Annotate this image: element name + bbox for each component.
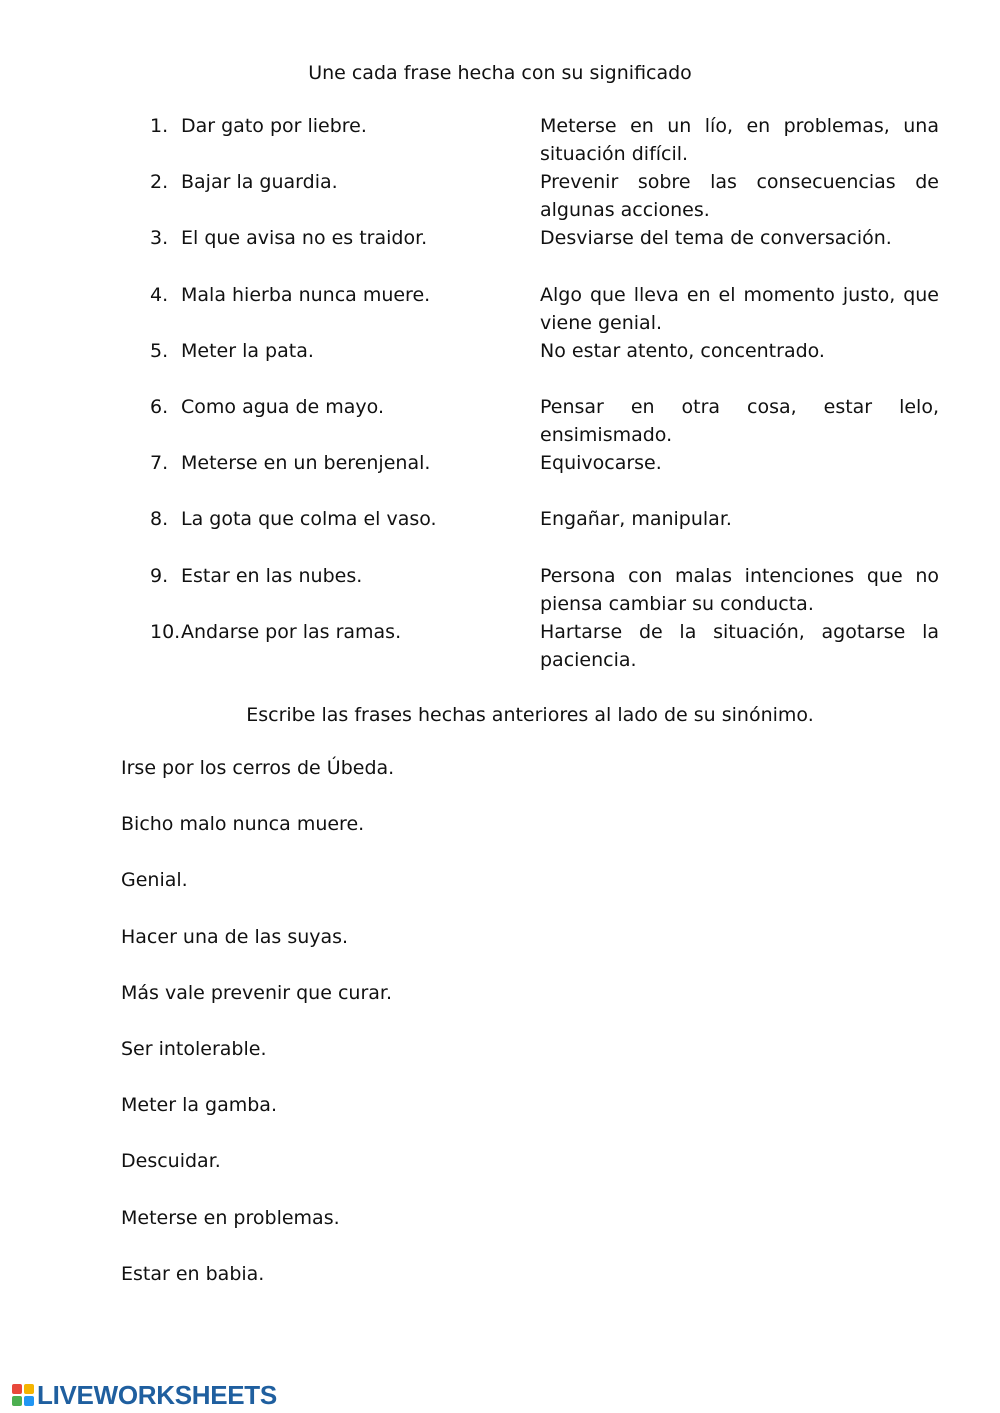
item-number: 7. — [150, 452, 169, 475]
pair-row — [150, 112, 940, 168]
synonym-item: Meterse en problemas. — [121, 1206, 340, 1229]
meaning-text: Pensar en otra cosa, estar lelo, ensimismado. — [540, 395, 939, 447]
phrase-text: El que avisa no es traidor. — [181, 227, 428, 250]
phrase-text: Estar en las nubes. — [181, 564, 363, 587]
meaning-text: No estar atento, concentrado. — [540, 339, 825, 362]
item-number: 10. — [150, 620, 181, 643]
pair-row — [150, 168, 940, 224]
meaning-text: Hartarse de la situación, agotarse la paciencia. — [540, 620, 939, 671]
phrase-text: Dar gato por liebre. — [181, 115, 367, 137]
synonym-item: Irse por los cerros de Úbeda. — [121, 757, 395, 779]
synonym-list — [121, 754, 394, 1316]
logo-square — [24, 1396, 34, 1406]
synonym-item: Más vale prevenir que curar. — [121, 981, 393, 1004]
logo-text: LIVEWORKSHEETS — [37, 1379, 277, 1410]
synonym-item: Estar en babia. — [121, 1262, 265, 1285]
pair-row — [150, 505, 940, 561]
synonym-item: Meter la gamba. — [121, 1094, 277, 1117]
synonym-item: Hacer una de las suyas. — [121, 925, 349, 948]
synonym-item: Genial. — [121, 869, 188, 892]
item-number: 5. — [150, 339, 169, 362]
logo-grid-icon — [12, 1384, 34, 1406]
item-number: 6. — [150, 395, 169, 418]
meaning-text: Prevenir sobre las consecuencias de algunas acciones. — [540, 171, 939, 222]
pair-row — [150, 281, 940, 337]
item-number: 4. — [150, 283, 169, 306]
exercise1-instruction: Une cada frase hecha con su significado — [308, 62, 692, 84]
logo-square — [12, 1396, 22, 1406]
liveworksheets-logo[interactable] — [12, 1380, 277, 1410]
logo-square — [24, 1384, 34, 1394]
phrase-text: Como agua de mayo. — [181, 395, 385, 418]
phrase-text: Mala hierba nunca muere. — [181, 283, 431, 306]
item-number: 9. — [150, 564, 169, 587]
synonym-item: Descuidar. — [121, 1150, 221, 1173]
meaning-text: Equivocarse. — [540, 452, 662, 475]
item-number: 1. — [150, 115, 169, 137]
item-number: 3. — [150, 227, 169, 250]
phrase-meaning-list — [150, 112, 940, 674]
synonym-item: Ser intolerable. — [121, 1037, 267, 1060]
item-number: 8. — [150, 508, 169, 531]
pair-row — [150, 562, 940, 618]
exercise2-instruction: Escribe las frases hechas anteriores al lado de su sinónimo. — [246, 704, 814, 726]
pair-row — [150, 393, 940, 449]
meaning-text: Meterse en un lío, en problemas, una situación difícil. — [540, 115, 939, 166]
phrase-text: Meter la pata. — [181, 339, 314, 362]
meaning-text: Persona con malas intenciones que no piensa cambiar su conducta. — [540, 564, 939, 615]
pair-row — [150, 449, 940, 505]
logo-square — [12, 1384, 22, 1394]
synonym-item: Bicho malo nunca muere. — [121, 813, 365, 836]
pair-row — [150, 224, 940, 280]
pair-row — [150, 337, 940, 393]
item-number: 2. — [150, 171, 169, 194]
phrase-text: La gota que colma el vaso. — [181, 508, 437, 531]
phrase-text: Andarse por las ramas. — [181, 620, 402, 643]
phrase-text: Bajar la guardia. — [181, 171, 338, 194]
meaning-text: Engañar, manipular. — [540, 508, 732, 531]
meaning-text: Desviarse del tema de conversación. — [540, 227, 892, 250]
pair-row — [150, 618, 940, 674]
phrase-text: Meterse en un berenjenal. — [181, 452, 431, 475]
meaning-text: Algo que lleva en el momento justo, que viene genial. — [540, 283, 939, 334]
